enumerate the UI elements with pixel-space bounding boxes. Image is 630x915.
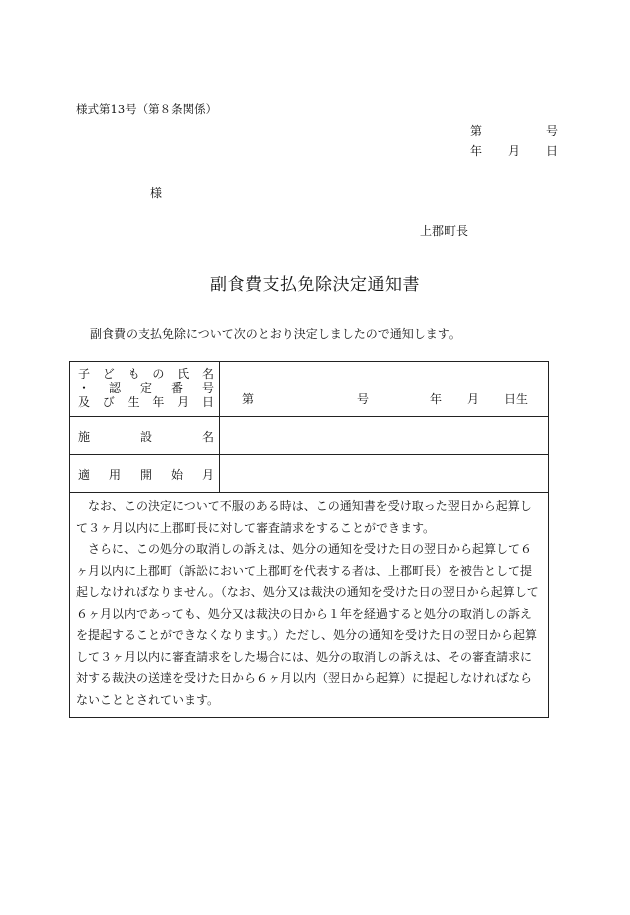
start-label: 適 用 開 始 月 <box>78 468 214 482</box>
date-day: 日 <box>545 144 558 158</box>
child-row <box>70 362 548 417</box>
document-number <box>470 122 558 139</box>
appeal-notice <box>76 496 542 711</box>
birth-year: 年 <box>430 392 443 406</box>
birth-day: 日生 <box>504 392 529 406</box>
child-label-line2: ・ 認 定 番 号 <box>78 381 214 395</box>
facility-row <box>70 416 548 455</box>
child-label-cell <box>70 362 220 416</box>
document-date <box>470 142 558 159</box>
date-year: 年 <box>470 144 483 158</box>
child-value-cell[interactable] <box>220 362 548 416</box>
start-label-cell <box>70 454 220 492</box>
facility-value-cell[interactable] <box>220 416 548 454</box>
child-number-suffix: 号 <box>357 392 370 406</box>
number-prefix: 第 <box>470 124 483 138</box>
issuer-name: 上郡町長 <box>420 224 469 238</box>
notice-paragraph-2: さらに、この処分の取消しの訴えは、処分の通知を受けた日の翌日から起算して６ヶ月以内に上郡町（訴訟において上郡町を代表する者は、上郡町長）を被告として提起しなければなりません。（なお、処分又は裁決の通知を受けた日の翌日から起算して６ヶ月以内であっても、処分又は裁決の日から１年を経過すると処分の取消しの訴えを提起することができなくなります。）ただし、処分の通知を受けた日の翌日から起算して３ヶ月以内に審査請求をした場合には、処分の取消しの訴えは、その審査請求に対する裁決の送達を受けた日から６ヶ月以内（翌日から起算）に提起しなければならないこととされています。 <box>76 542 539 707</box>
facility-label: 施 設 名 <box>78 430 214 444</box>
child-label-line3: 及 び 生 年 月 日 <box>78 395 214 409</box>
info-table <box>69 361 549 718</box>
recipient-honorific: 様 <box>150 186 163 200</box>
date-month: 月 <box>507 144 520 158</box>
document-title: 副食費支払免除決定通知書 <box>210 275 420 295</box>
start-month-value-cell[interactable] <box>220 454 548 492</box>
notice-paragraph-1: なお、この決定について不服のある時は、この通知書を受け取った翌日から起算して３ヶ月以内に上郡町長に対して審査請求をすることができます。 <box>76 499 532 535</box>
birth-month: 月 <box>467 392 480 406</box>
start-month-row <box>70 454 548 493</box>
facility-label-cell <box>70 416 220 454</box>
child-number-prefix: 第 <box>242 392 255 406</box>
form-number: 様式第13号（第８条関係） <box>76 102 218 116</box>
intro-text: 副食費の支払免除について次のとおり決定しましたので通知します。 <box>90 327 461 341</box>
child-label-line1: 子 ど も の 氏 名 <box>78 367 214 381</box>
number-suffix: 号 <box>545 124 558 138</box>
